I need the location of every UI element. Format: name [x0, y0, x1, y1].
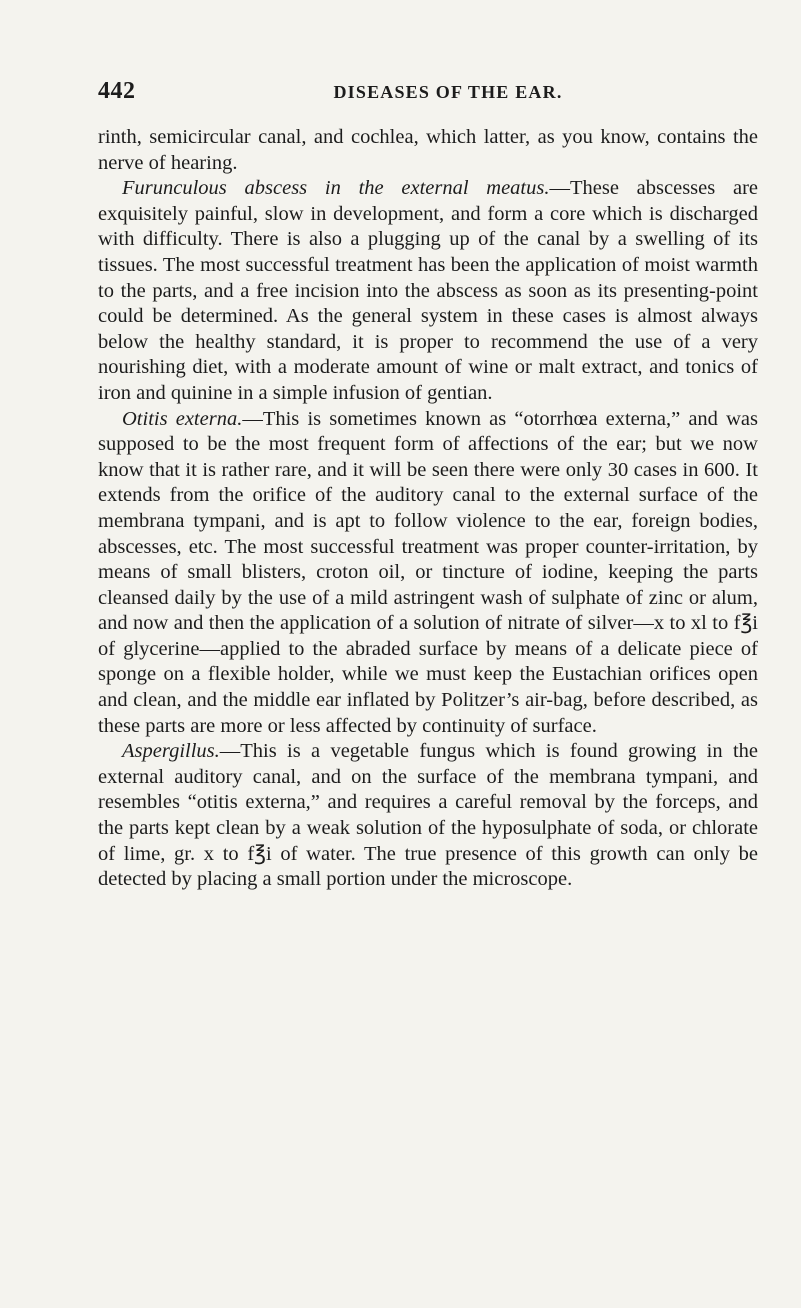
running-head: DISEASES OF THE EAR.: [333, 82, 563, 102]
section-heading: Aspergillus.: [122, 740, 220, 763]
paragraph-text: —These abscesses are exquisitely painful, slow in development, and form a core which is discharged with difficulty. There is also a plugging up of the canal by a swelling of its tissues. The most successful treatment has been the application of moist warmth to the parts, and a free incision into the abscess as soon as its presenting-point could be determined. As the general system in these cases is almost always below the healthy standard, it is proper to recommend the use of a very nourishing diet, with a moderate amount of wine or malt extract, and tonics of iron and quinine in a simple infusion of gentian.: [98, 177, 758, 404]
paragraph-text: —This is sometimes known as “otorrhœa externa,” and was supposed to be the most frequent form of affections of the ear; but we now know that it is rather rare, and it will be seen there were only 30 cases in 600. It extends from the orifice of the auditory canal to the external surface of the membrana tympani, and is apt to follow violence to the ear, foreign bodies, abscesses, etc. The most successful treatment was proper counter-irritation, by means of small blisters, croton oil, or tincture of iodine, keeping the parts cleansed daily by the use of a mild astringent wash of sulphate of zinc or alum, and now and then the application of a solution of nitrate of silver—x to xl to f℥i of glycerine—applied to the abraded surface by means of a delicate piece of sponge on a flexible holder, while we must keep the Eustachian orifices open and clean, and the middle ear inflated by Politzer’s air-bag, before described, as these parts are more or less affected by continuity of surface.: [98, 407, 758, 737]
paragraph-furunculous-abscess: [98, 176, 758, 406]
page-number: 442: [98, 78, 136, 104]
paragraph-aspergillus: [98, 739, 758, 893]
paragraph-text: —This is a vegetable fungus which is found growing in the external auditory canal, and on the surface of the membrana tympani, and resembles “otitis externa,” and requires a careful removal by the forceps, and the parts kept clean by a weak solution of the hyposulphate of soda, or chlorate of lime, gr. x to f℥i of water. The true presence of this growth can only be detected by placing a small portion under the microscope.: [98, 740, 758, 891]
section-heading: Furunculous abscess in the external meatus.: [122, 177, 550, 200]
paragraph-labyrinth: [98, 125, 758, 176]
page-header: [98, 78, 758, 104]
paragraph-otitis-externa: [98, 407, 758, 740]
section-heading: Otitis externa.: [122, 407, 243, 430]
body-text: [98, 125, 758, 893]
paragraph-text: rinth, semicircular canal, and cochlea, which latter, as you know, contains the nerve of hearing.: [98, 126, 758, 174]
